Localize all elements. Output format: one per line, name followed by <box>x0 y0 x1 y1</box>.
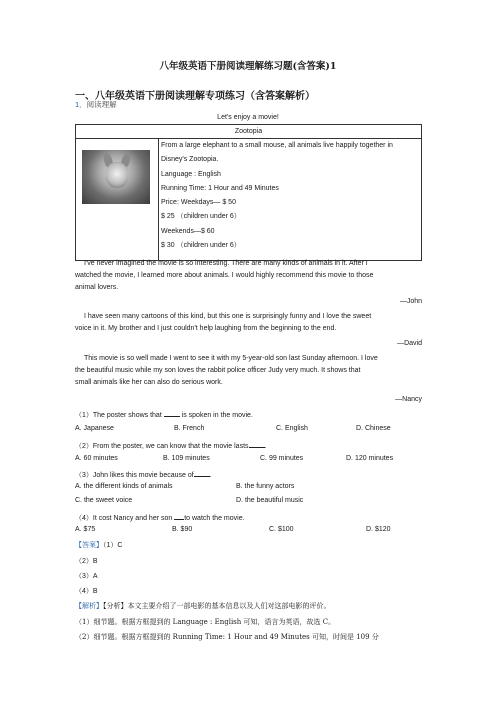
option[interactable]: A. the different kinds of animals <box>75 483 173 490</box>
option[interactable]: B. French <box>174 425 205 432</box>
item-label: 阅读理解 <box>86 100 117 109</box>
question-text: is spoken in the movie. <box>179 412 253 419</box>
document-title: 八年级英语下册阅读理解练习题(含答案)1 <box>159 61 337 72</box>
review-line: I've never imagined the movie is so interesting. There are many kinds of animals in it. After I <box>84 260 368 267</box>
analysis-text: （1）细节题。根据方框提到的 Language : English 可知，语言为英语，故选 C。 <box>75 618 336 626</box>
question-4 <box>75 512 245 523</box>
option[interactable]: C. English <box>276 425 308 432</box>
review-author: —John <box>399 298 422 305</box>
poster-line: $ 25 （children under 6） <box>161 213 241 221</box>
option[interactable]: A. $75 <box>75 526 96 533</box>
option[interactable]: C. the sweet voice <box>75 497 133 504</box>
review-author: —David <box>397 340 422 347</box>
question-text: （1）The poster shows that <box>75 412 164 419</box>
option[interactable]: C. $100 <box>269 526 294 533</box>
zootopia-bunny-image <box>82 150 150 204</box>
review-line: This movie is so well made I went to see it with my 5-year-old son last Sunday afternoon. I love <box>84 355 378 362</box>
option[interactable]: B. $90 <box>172 526 193 533</box>
poster-line: From a large elephant to a small mouse, all animals live happily together in <box>161 142 393 149</box>
review-line: watched the movie, I learned more about animals. I would highly recommend this movie to those <box>75 271 374 279</box>
review-line: animal lovers. <box>75 283 119 291</box>
poster-info-cell <box>159 139 422 261</box>
poster-line: Disney's Zootopia. <box>161 156 219 164</box>
answer-value: （3）A <box>75 573 98 580</box>
question-text: . <box>264 443 267 450</box>
review-line: small animals like her can also do serious work. <box>75 378 223 386</box>
review-line: the beautiful music while my son loves the rabbit police officer Judy very much. It shows that <box>75 366 361 374</box>
review-david <box>75 311 422 335</box>
item-heading <box>75 99 117 110</box>
analysis-line <box>75 601 331 611</box>
option[interactable]: D. 120 minutes <box>346 455 394 462</box>
answer-blank <box>174 512 184 520</box>
poster-line: Price: Weekdays— $ 50 <box>161 199 236 207</box>
poster-image-cell <box>76 139 159 261</box>
question-3 <box>75 469 212 480</box>
question-text: （2）From the poster, we can know that the movie lasts <box>75 443 249 450</box>
question-text: . <box>209 472 212 479</box>
analysis-text: （2）细节题。根据方框提到的 Running Time: 1 Hour and 49 Minutes 可知，时间是 109 分 <box>75 633 379 641</box>
poster-line: Running Time: 1 Hour and 49 Minutes <box>161 184 279 192</box>
answer-blank <box>164 409 180 417</box>
poster-line: $ 30 （children under 6） <box>161 242 241 250</box>
review-line: voice in it. My brother and I just couldn't help laughing from the beginning to the end. <box>75 324 337 332</box>
question-2 <box>75 440 266 451</box>
answer-line <box>75 540 122 550</box>
question-text: to watch the movie. <box>184 515 245 522</box>
option[interactable]: C. 99 minutes <box>260 455 304 462</box>
item-number: 1． <box>75 100 87 109</box>
option[interactable]: A. 60 minutes <box>75 455 118 462</box>
option[interactable]: B. the funny actors <box>236 483 295 490</box>
option[interactable]: A. Japanese <box>75 425 114 432</box>
option[interactable]: D. the beautiful music <box>236 497 304 504</box>
review-john <box>75 258 422 293</box>
enjoy-line: Let's enjoy a movie! <box>217 114 279 121</box>
answer-blank <box>249 440 265 448</box>
answer-value: （2）B <box>75 558 98 565</box>
poster-line: Weekends—$ 60 <box>161 227 215 235</box>
answer-value: （1）C <box>103 542 123 549</box>
option[interactable]: B. 109 minutes <box>163 455 210 462</box>
analysis-text: 【分析】本文主要介绍了一部电影的基本信息以及人们对这部电影的评价。 <box>103 602 331 610</box>
answer-label: 【答案】 <box>75 541 103 549</box>
question-text: （3）John likes this movie because of <box>75 472 194 479</box>
poster-header: Zootopia <box>76 125 422 139</box>
question-1 <box>75 409 253 420</box>
poster-line: Language : English <box>161 170 221 178</box>
review-line: I have seen many cartoons of this kind, but this one is surprisingly funny and I love the sweet <box>84 313 372 320</box>
analysis-label: 【解析】 <box>75 602 103 610</box>
option[interactable]: D. $120 <box>366 526 391 533</box>
answer-blank <box>194 469 210 477</box>
movie-poster-table <box>75 124 422 261</box>
review-author: —Nancy <box>395 396 422 403</box>
review-nancy <box>75 353 422 388</box>
section-heading: 一、八年级英语下册阅读理解专项练习（含答案解析） <box>75 91 315 102</box>
option[interactable]: D. Chinese <box>356 425 391 432</box>
question-text: （4）It cost Nancy and her son <box>75 515 175 522</box>
answer-value: （4）B <box>75 588 98 595</box>
